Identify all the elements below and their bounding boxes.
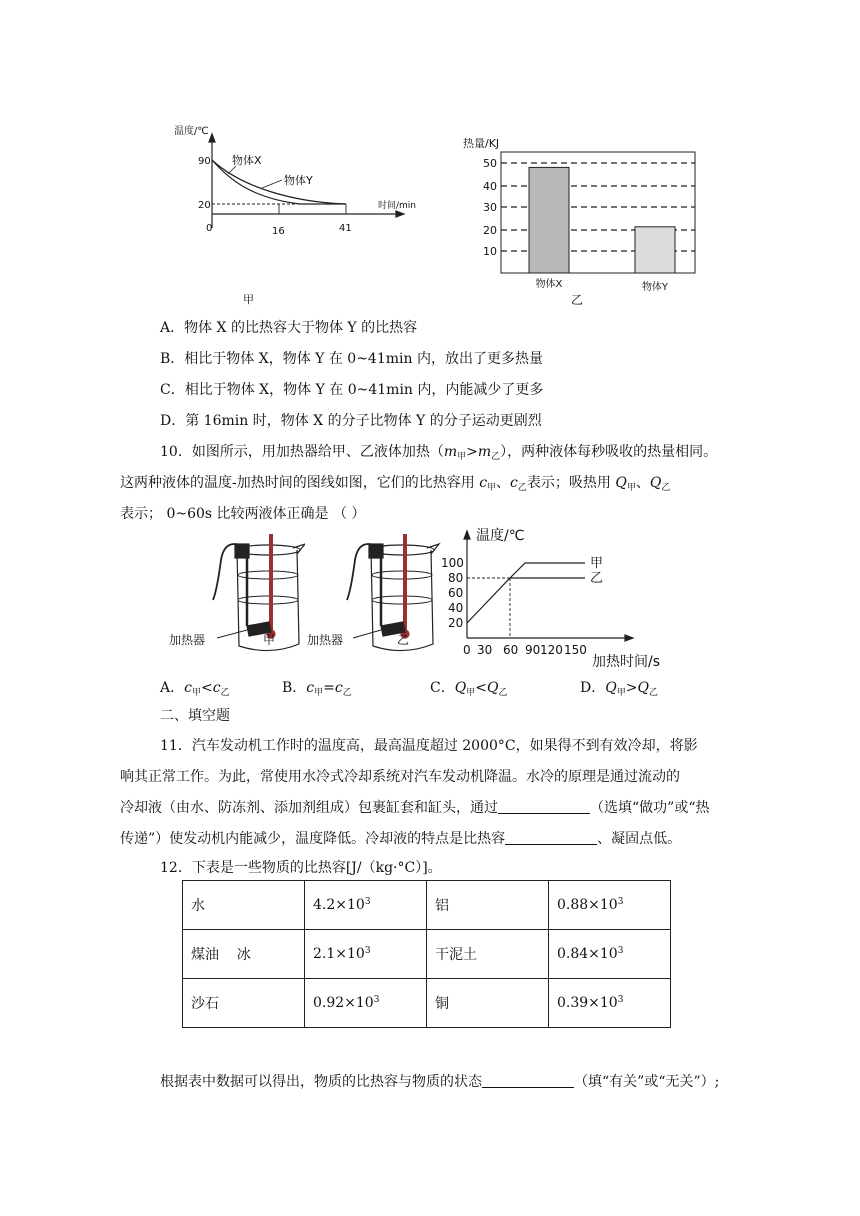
q12-blank[interactable] [482,1073,574,1088]
table-cell: 铝 [427,881,549,930]
table-cell: $4.2\times 10^3$ [305,881,427,930]
graph-xtick-0: 0 [463,643,471,657]
series-yi-label: 乙 [590,571,604,586]
section-heading-fill-in: 二、填空题 [160,708,230,724]
table-cell: $0.84\times 10^3$ [549,930,671,979]
graph-xlabel: 加热时间/s [592,654,661,670]
label-x-pointer [228,166,236,174]
heater-label-pointer-jia [217,630,247,638]
q9-option-c: C．相比于物体 X，物体 Y 在 0~41min 内，内能减少了更多 [160,382,544,398]
fig-yi-caption: 乙 [571,293,584,307]
fig-jia-ylabel: 温度/℃ [174,126,209,137]
q10-option-d: D．$Q_甲>Q_乙$ [580,680,658,698]
heater-plug-yi [369,544,383,558]
heater-plug-jia [235,544,249,558]
category-label-object-x: 物体X [535,279,563,290]
series-jia-label: 甲 [590,556,604,571]
q10-option-a: A．$c_甲<c_乙$ [160,680,230,698]
table-row [183,979,671,1028]
fig-jia-xtick-0: 0 [206,223,213,234]
heater-label-pointer-yi [353,630,381,638]
graph-xtick-60: 60 [503,643,519,657]
graph-ytick-80: 80 [448,571,464,585]
ytick-40: 40 [483,180,497,193]
fig-jia-caption: 甲 [243,293,254,306]
series-yi-line [467,578,585,623]
label-object-y: 物体Y [284,174,313,187]
table-cell: $2.1\times 10^3$ [305,930,427,979]
q10-stem-line2: 这两种液体的温度-加热时间的图线如图，它们的比热容用 $c_甲$、$c_乙$表示；吸热用 $Q_甲$、$Q_乙$ [120,475,671,493]
beaker-label-jia: 甲 [263,633,276,647]
graph-y-axis-arrow [464,531,470,539]
q12-followup: 根据表中数据可以得出，物质的比热容与物质的状态 （填“有关”或“无关”）; [160,1074,720,1090]
q12-intro: 12．下表是一些物质的比热容[J/（kg·°C）]。 [160,860,442,876]
ytick-20: 20 [483,224,497,237]
label-object-x: 物体X [232,154,262,167]
figure-yi-bar-chart [455,130,705,310]
table-cell: 干泥土 [427,930,549,979]
graph-ytick-100: 100 [441,556,464,570]
graph-ylabel: 温度/℃ [476,528,525,544]
fig-jia-xtick-16: 16 [272,226,285,237]
beaker-yi-illustration [305,530,445,670]
q11-line2: 响其正常工作。为此，常使用水冷式冷却系统对汽车发动机降温。水冷的原理是通过流动的 [120,769,680,785]
fig-jia-ytick-20: 20 [198,200,211,211]
graph-xtick-150: 150 [564,643,587,657]
ytick-50: 50 [483,157,497,170]
heater-label-jia: 加热器 [169,633,206,647]
graph-xtick-30: 30 [477,643,493,657]
temperature-time-graph [440,526,670,670]
graph-ytick-60: 60 [448,586,464,600]
q10-option-b: B．$c_甲=c_乙$ [282,680,352,698]
fig-jia-xlabel: 时间/min [378,201,417,211]
ytick-30: 30 [483,201,497,214]
q10-stem-line1: 10．如图所示，用加热器给甲、乙液体加热$(m_甲>m_乙)$，两种液体每秒吸收的热量相同。 [160,444,718,462]
q11-blank-1[interactable] [498,799,590,814]
fig-jia-xtick-41: 41 [339,223,352,234]
specific-heat-table [182,880,671,1028]
bar-object-y [635,227,675,273]
beaker-jia-illustration [165,530,305,670]
table-cell: 铜 [427,979,549,1028]
figure-jia-cooling-graph [150,118,430,308]
table-cell: 水 [183,881,305,930]
q9-option-d: D．第 16min 时，物体 X 的分子比物体 Y 的分子运动更剧烈 [160,413,542,429]
q11-blank-2[interactable] [505,830,597,845]
q11-line4: 传递”）使发动机内能减少，温度降低。冷却液的特点是比热容 、凝固点低。 [120,831,682,847]
beaker-label-yi: 乙 [397,633,410,647]
q9-option-b: B．相比于物体 X，物体 Y 在 0~41min 内，放出了更多热量 [160,351,543,367]
category-label-object-y: 物体Y [641,282,669,293]
bar-object-x [529,167,569,273]
y-axis-arrow [209,134,215,142]
table-cell: $0.88\times 10^3$ [549,881,671,930]
graph-x-axis-arrow [625,635,633,641]
graph-xtick-90: 90 [525,643,541,657]
table-cell: $0.92\times 10^3$ [305,979,427,1028]
table-cell: 沙石 [183,979,305,1028]
q9-option-a: A．物体 X 的比热容大于物体 Y 的比热容 [160,320,418,336]
table-cell: $0.39\times 10^3$ [549,979,671,1028]
bar-chart-ylabel: 热量/KJ [463,137,500,150]
heater-label-yi: 加热器 [307,633,344,647]
table-row [183,930,671,979]
x-axis-arrow [396,211,404,217]
graph-xtick-120: 120 [540,643,563,657]
q10-option-c: C．$Q_甲<Q_乙$ [430,680,508,698]
fig-jia-ytick-90: 90 [198,156,211,167]
graph-ytick-20: 20 [448,616,464,630]
series-jia-line [510,563,585,578]
q11-line1: 11．汽车发动机工作时的温度高，最高温度超过 2000°C，如果得不到有效冷却，将影 [160,738,698,754]
table-row [183,881,671,930]
q11-line3: 冷却液（由水、防冻剂、添加剂组成）包裹缸套和缸头，通过 （选填“做功”或“热 [120,800,710,816]
graph-ytick-40: 40 [448,601,464,615]
ytick-10: 10 [483,245,497,258]
table-cell: 煤油 冰 [183,930,305,979]
label-y-pointer [262,180,282,188]
q10-stem-line3: 表示； 0~60s 比较两液体正确是 （ ） [120,506,366,522]
